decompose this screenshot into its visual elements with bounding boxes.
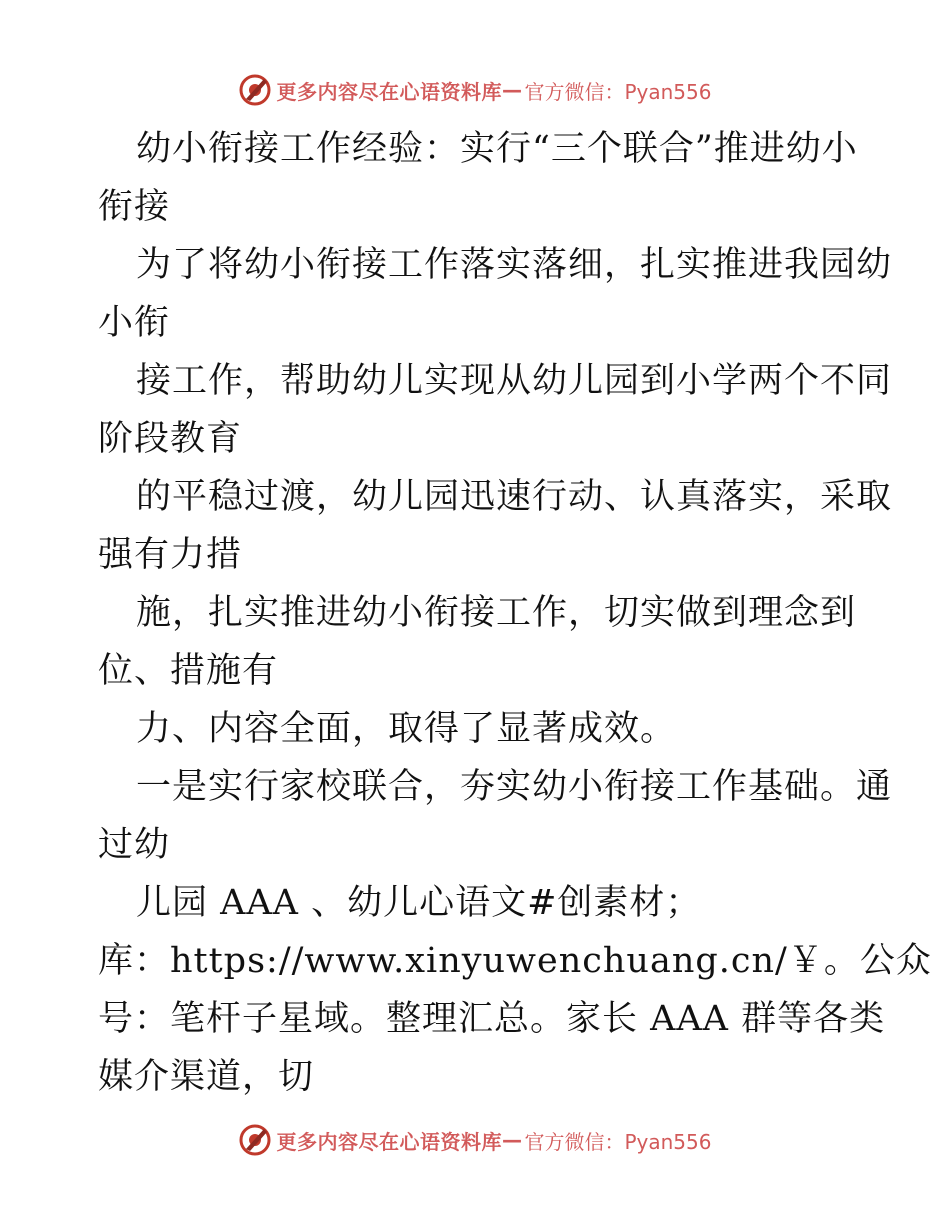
title-line-1: 幼小衔接工作经验：实行“三个联合”推进幼小 [136,129,858,169]
watermark-dash: — [501,1128,523,1152]
paragraph-line: 施，扎实推进幼小衔接工作，切实做到理念到 [136,593,857,633]
paragraph-line: 小衔 [98,303,171,343]
paragraph-line: 号：笔杆子星域。整理汇总。家长 AAA 群等各类 [98,999,886,1039]
paragraph-line: 儿园 AAA 、幼儿心语文#创素材； [136,883,702,923]
paragraph-line: 接工作，帮助幼儿实现从幼儿园到小学两个不同 [136,361,893,401]
paragraph-line: 媒介渠道，切 [98,1057,315,1097]
paragraph-line: 为了将幼小衔接工作落实落细，扎实推进我园幼 [136,245,893,285]
paragraph-line: 的平稳过渡，幼儿园迅速行动、认真落实，采取 [136,477,893,517]
title-line-2: 衔接 [98,187,171,227]
paragraph-line: 位、措施有 [98,651,279,691]
watermark-text: 更多内容尽在心语资料库 [276,79,502,104]
quill-logo-icon [238,1123,272,1157]
document-body [98,120,932,1106]
paragraph-line: 过幼 [98,825,171,865]
paragraph-line: 库：https://www.xinyuwenchuang.cn/￥。公众 [98,941,932,981]
header-watermark [0,70,950,110]
watermark-text: 更多内容尽在心语资料库 [276,1129,502,1154]
paragraph-line: 强有力措 [98,535,243,575]
watermark-wechat: 官方微信：Pyan556 [524,79,712,104]
paragraph-line: 一是实行家校联合，夯实幼小衔接工作基础。通 [136,767,893,807]
paragraph-line: 力、内容全面，取得了显著成效。 [136,709,677,749]
watermark-dash: — [501,78,523,102]
paragraph-line: 阶段教育 [98,419,243,459]
watermark-wechat: 官方微信：Pyan556 [524,1129,712,1154]
footer-watermark [0,1120,950,1160]
quill-logo-icon [238,73,272,107]
